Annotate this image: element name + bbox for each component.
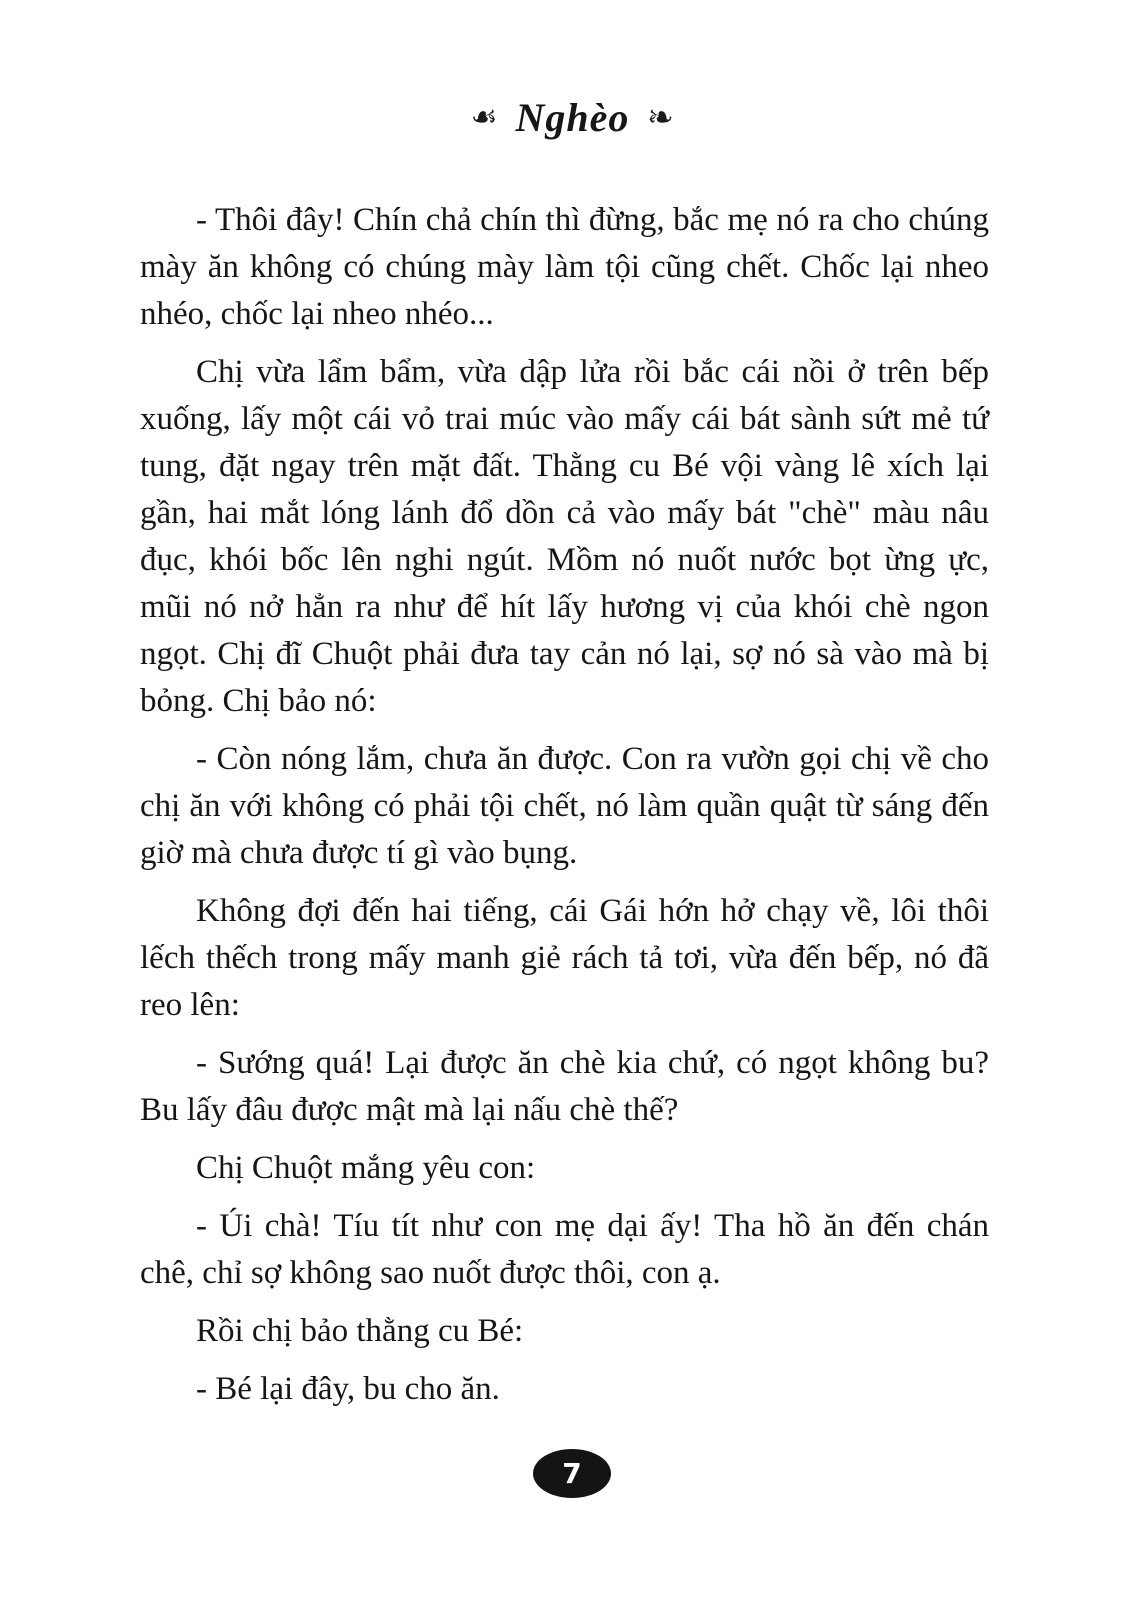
story-text: [140, 197, 989, 1413]
paragraph: - Sướng quá! Lại được ăn chè kia chứ, có ngọt không bu? Bu lấy đâu được mật mà lại nấu chè thế?: [140, 1045, 989, 1128]
paragraph: Chị Chuột mắng yêu con:: [196, 1150, 536, 1186]
paragraph: Rồi chị bảo thằng cu Bé:: [196, 1313, 524, 1349]
page-number: 7: [562, 1456, 582, 1490]
paragraph: - Úi chà! Tíu tít như con mẹ dại ấy! Tha hồ ăn đến chán chê, chỉ sợ không sao nuốt được thôi, con ạ.: [140, 1208, 989, 1291]
paragraph: Không đợi đến hai tiếng, cái Gái hớn hở chạy về, lôi thôi lếch thếch trong mấy manh giẻ rách tả tơi, vừa đến bếp, nó đã reo lên:: [140, 893, 989, 1023]
paragraph: - Thôi đây! Chín chả chín thì đừng, bắc mẹ nó ra cho chúng mày ăn không có chúng mày làm tội cũng chết. Chốc lại nheo nhéo, chốc lại nheo nhéo...: [140, 202, 989, 332]
fleuron-left-icon: ☙: [470, 100, 498, 135]
paragraph: - Còn nóng lắm, chưa ăn được. Con ra vườn gọi chị về cho chị ăn với không có phải tội chết, nó làm quần quật từ sáng đến giờ mà chưa được tí gì vào bụng.: [140, 741, 989, 871]
chapter-title: Nghèo: [515, 95, 630, 140]
paragraph: - Bé lại đây, bu cho ăn.: [196, 1371, 500, 1407]
fleuron-right-icon: ☙: [647, 100, 675, 135]
paragraph: Chị vừa lẩm bẩm, vừa dập lửa rồi bắc cái nồi ở trên bếp xuống, lấy một cái vỏ trai múc vào mấy cái bát sành sứt mẻ tứ tung, đặt ngay trên mặt đất. Thằng cu Bé vội vàng lê xích lại gần, hai mắt lóng lánh đổ dồn cả vào mấy bát "chè" màu nâu đục, khói bốc lên nghi ngút. Mồm nó nuốt nước bọt ừng ực, mũi nó nở hẳn ra như để hít lấy hương vị của khói chè ngon ngọt. Chị đĩ Chuột phải đưa tay cản nó lại, sợ nó sà vào mà bị bỏng. Chị bảo nó:: [140, 354, 989, 719]
chapter-header: [0, 0, 1145, 141]
page-number-badge: [533, 1449, 611, 1498]
